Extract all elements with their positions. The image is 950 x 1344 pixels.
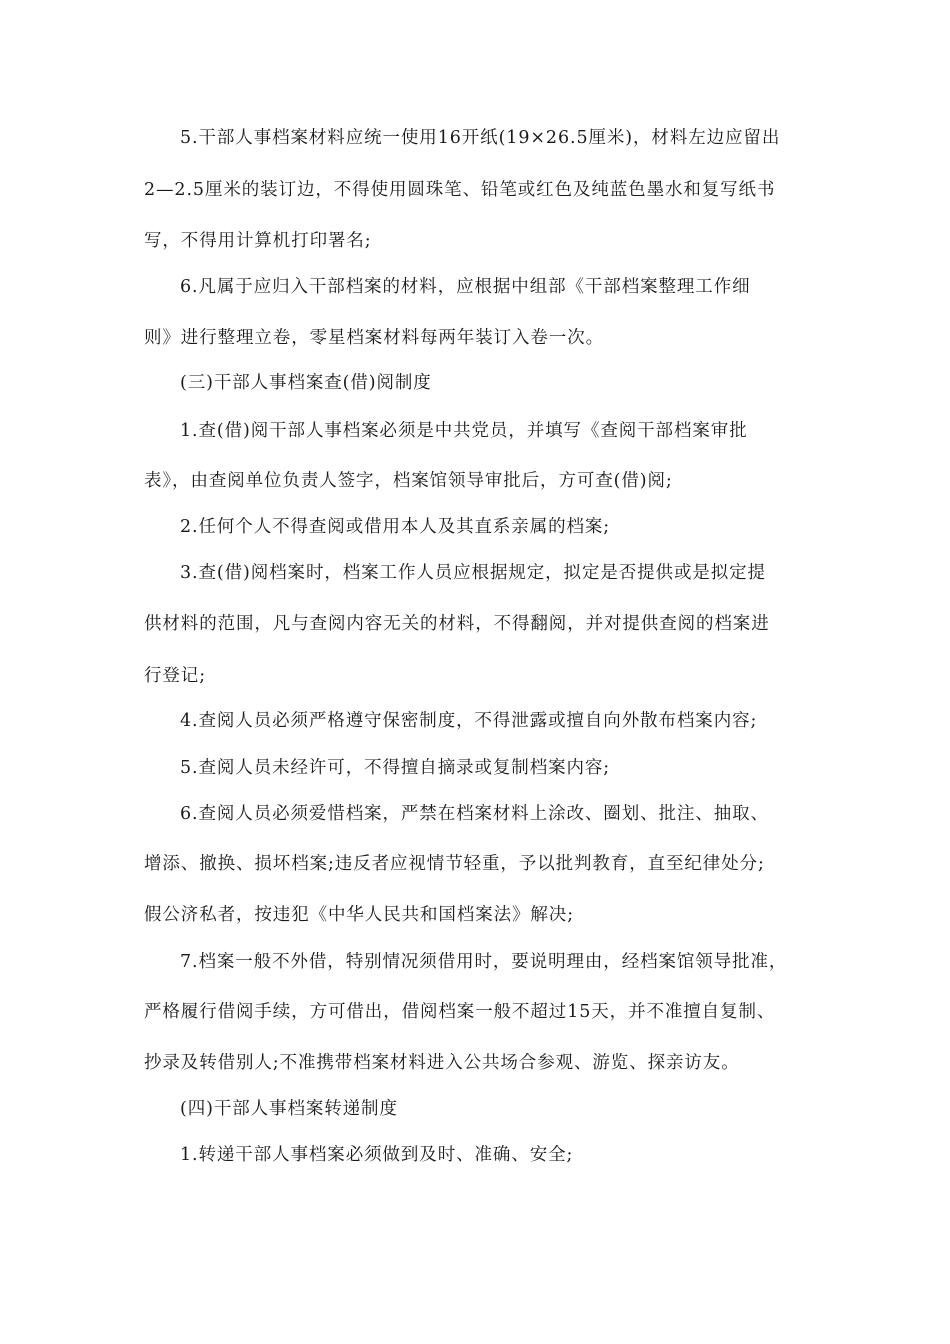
text-line: 3.查(借)阅档案时，档案工作人员应根据规定，拟定是否提供或是拟定提 [180,563,766,583]
text-line: 2.任何个人不得查阅或借用本人及其直系亲属的档案; [180,517,611,537]
text-line: 5.查阅人员未经许可，不得擅自摘录或复制档案内容; [180,758,611,778]
text-line: 6.凡属于应归入干部档案的材料，应根据中组部《干部档案整理工作细 [180,277,751,297]
text-line: 6.查阅人员必须爱惜档案，严禁在档案材料上涂改、圈划、批注、抽取、 [180,804,769,824]
text-line: 4.查阅人员必须严格遵守保密制度，不得泄露或擅自向外散布档案内容; [180,711,758,731]
text-line: 增添、撤换、损坏档案;违反者应视情节轻重，予以批判教育，直至纪律处分; [144,854,765,874]
text-line: 7.档案一般不外借，特别情况须借用时，要说明理由，经档案馆领导批准， [180,952,788,972]
text-line: 抄录及转借别人;不准携带档案材料进入公共场合参观、游览、探亲访友。 [144,1053,740,1073]
text-line: 1.查(借)阅干部人事档案必须是中共党员，并填写《查阅干部档案审批 [180,421,748,441]
text-line: 行登记; [144,666,206,686]
text-line: 假公济私者，按违犯《中华人民共和国档案法》解决; [144,905,574,925]
text-line: 1.转递干部人事档案必须做到及时、准确、安全; [180,1145,574,1165]
text-line: 严格履行借阅手续，方可借出，借阅档案一般不超过15天，并不准擅自复制、 [144,1002,776,1022]
text-line: 2—2.5厘米的装订边，不得使用圆珠笔、铅笔或红色及纯蓝色墨水和复写纸书 [144,180,776,200]
text-line: 5.干部人事档案材料应统一使用16开纸(19×26.5厘米)，材料左边应留出 [180,128,781,148]
text-line: 则》进行整理立卷，零星档案材料每两年装订入卷一次。 [144,328,604,348]
text-line: 写，不得用计算机打印署名; [144,231,372,251]
text-line: 表》，由查阅单位负责人签字，档案馆领导审批后，方可查(借)阅; [144,471,673,491]
text-line: 供材料的范围，凡与查阅内容无关的材料，不得翻阅，并对提供查阅的档案进 [144,614,770,634]
section-heading: (三)干部人事档案查(借)阅制度 [180,373,432,393]
section-heading: (四)干部人事档案转递制度 [180,1099,398,1119]
